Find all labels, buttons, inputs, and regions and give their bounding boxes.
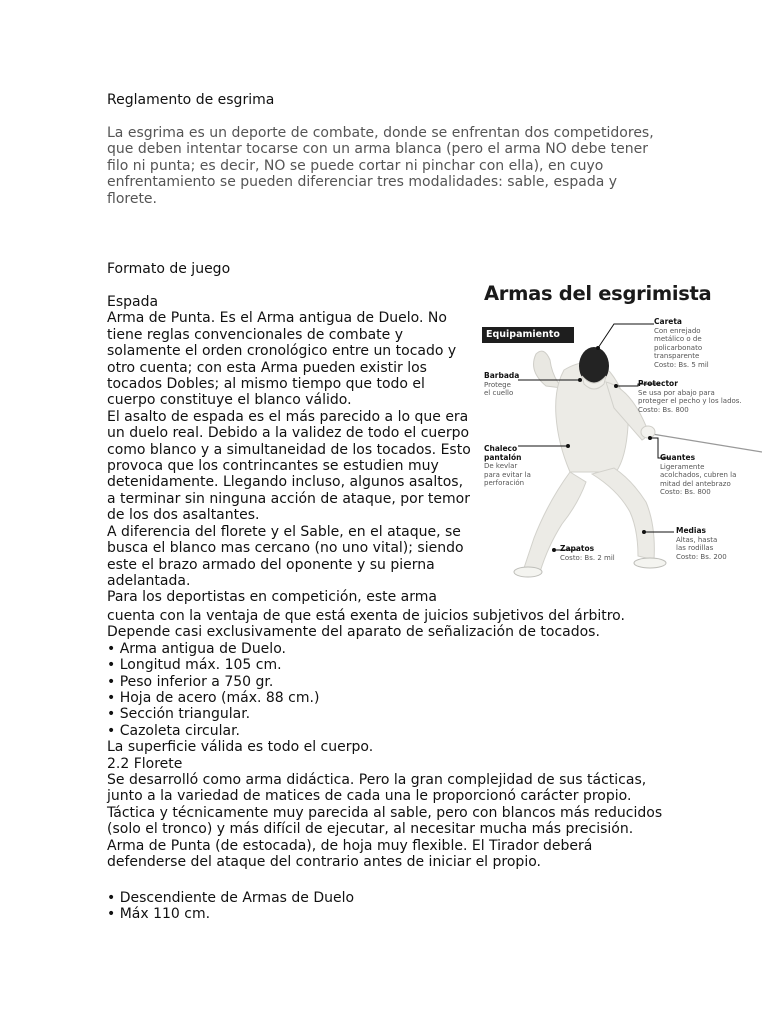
espada-florete-text: cuenta con la ventaja de que está exenta de juicios subjetivos del árbitro. Depende casi exclusivamente del aparato de señalización de tocados. • Arma antigua de Duelo. • Longitud máx. 105 cm. • Peso inferior a 750 gr. • Hoja de acero (máx. 88 cm.) • Sección triangular. • Cazoleta circular. La superficie válida es todo el cuerpo. 2.2 Florete Se desarrolló como arma didáctica. Pero la gran complejidad de sus tácticas, junto a la variedad de matices de cada una le proporcionó carácter propio. Táctica y técnicamente muy parecida al sable, pero con blancos más reducidos (solo el tronco) y más difícil de ejecutar, al necesitar mucha más precisión. Arma de Punta (de estocada), de hoja muy flexible. El Tirador deberá defenderse del ataque del contrario antes de iniciar el propio.	[107, 608, 663, 871]
sword-blade	[652, 434, 762, 452]
label-chaleco: Chaleco pantalón De kevlar para evitar la perforación	[484, 444, 531, 488]
infographic-title: Armas del esgrimista	[484, 282, 712, 305]
label-medias: Medias Altas, hasta las rodillas Costo: Bs. 200	[676, 526, 727, 561]
espada-text: Espada Arma de Punta. Es el Arma antigua de Duelo. No tiene reglas convencionales de combate y solamente el orden cronológico entre un tocado y otro cuenta; con esta Arma pueden existir los tocados Dobles; al mismo tiempo que todo el cuerpo constituye el blanco válido. El asalto de espada es el más parecido a lo que era un duelo real. Debido a la validez de todo el cuerpo como blanco y a simultaneidad de los tocados. Esto provoca que los contrincantes se estudien muy detenidamente. Llegando incluso, algunos asaltos, a terminar sin ninguna acción de ataque, por temor de los dos asaltantes. A diferencia del florete y el Sable, en el ataque, se busca el blanco mas cercano (no uno vital); siendo este el brazo armado del oponente y su pierna adelantada. Para los deportistas en competición, este arma	[107, 294, 471, 606]
equipment-label: Equipamiento	[482, 327, 574, 343]
label-guantes: Guantes Ligeramente acolchados, cubren la mitad del antebrazo Costo: Bs. 800	[660, 453, 737, 497]
florete-bullets: • Descendiente de Armas de Duelo • Máx 110 cm.	[107, 890, 355, 923]
label-protector: Protector Se usa por abajo para proteger el pecho y los lados. Costo: Bs. 800	[638, 379, 742, 414]
label-barbada: Barbada Protege el cuello	[484, 371, 520, 398]
intro-paragraph: La esgrima es un deporte de combate, donde se enfrentan dos competidores, que deben intentar tocarse con un arma blanca (pero el arma NO debe tener filo ni punta; es decir, NO se puede cortar ni pinchar con ella), en cuyo enfrentamiento se pueden diferenciar tres modalidades: sable, espada y florete.	[107, 125, 654, 207]
label-zapatos: Zapatos Costo: Bs. 2 mil	[560, 544, 615, 562]
section-heading: Formato de juego	[107, 261, 231, 277]
label-careta: Careta Con enrejado metálico o de policarbonato transparente Costo: Bs. 5 mil	[654, 317, 709, 369]
fencer-infographic	[478, 276, 762, 596]
document-title: Reglamento de esgrima	[107, 92, 275, 108]
